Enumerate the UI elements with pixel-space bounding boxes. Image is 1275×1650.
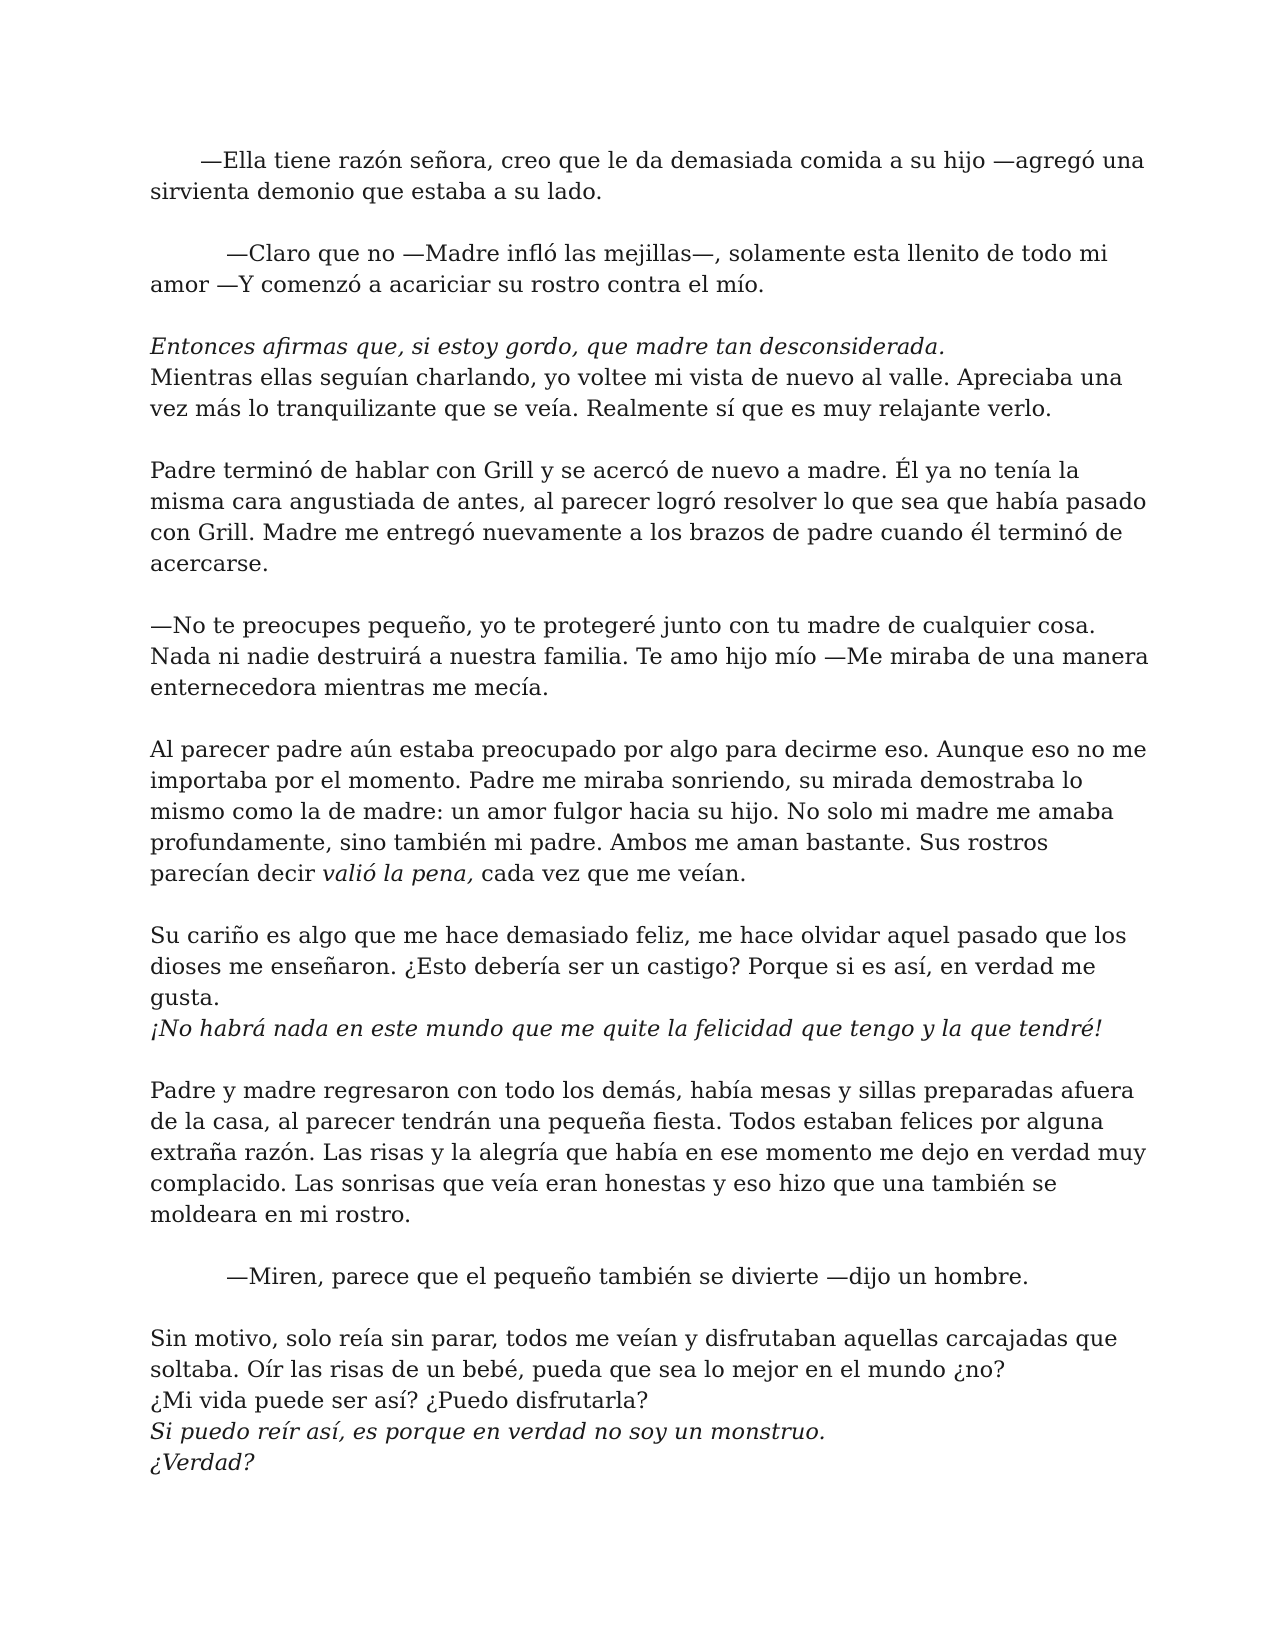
text-line: —No te preocupes pequeño, yo te protegeré junto con tu madre de cualquier cosa. (150, 613, 1096, 639)
italic-thought: Si puedo reír así, es porque en verdad no soy un monstruo. (150, 1419, 826, 1445)
paragraph-valley (150, 332, 1130, 425)
text-line: vez más lo tranquilizante que se veía. Realmente sí que es muy relajante verlo. (150, 396, 1052, 422)
text-line: enternecedora mientras me mecía. (150, 675, 549, 701)
text-line: amor —Y comenzó a acariciar su rostro contra el mío. (150, 272, 765, 298)
text-line: Padre y madre regresaron con todo los demás, había mesas y sillas preparadas afuera (150, 1078, 1135, 1104)
text-line: con Grill. Madre me entregó nuevamente a los brazos de padre cuando él terminó de (150, 520, 1123, 546)
text-line: importaba por el momento. Padre me miraba sonriendo, su mirada demostraba lo (150, 768, 1083, 794)
italic-phrase: valió la pena, (322, 861, 474, 887)
text-line: Nada ni nadie destruirá a nuestra familia. Te amo hijo mío —Me miraba de una manera (150, 644, 1149, 670)
paragraph-dialogue-mother (150, 239, 1130, 301)
text-line: acercarse. (150, 551, 269, 577)
text-line: —Miren, parece que el pequeño también se divierte —dijo un hombre. (226, 1264, 1030, 1290)
text-line: de la casa, al parecer tendrán una pequeña fiesta. Todos estaban felices por alguna (150, 1109, 1104, 1135)
paragraph-dialogue-servant (150, 146, 1145, 208)
paragraph-laughter (150, 1324, 1130, 1479)
text-line: moldeara en mi rostro. (150, 1202, 412, 1228)
text-line: dioses me enseñaron. ¿Esto debería ser un castigo? Porque si es así, en verdad me (150, 954, 1096, 980)
text-line: mismo como la de madre: un amor fulgor hacia su hijo. No solo mi madre me amaba (150, 799, 1114, 825)
paragraph-affection (150, 921, 1130, 1045)
text-line: gusta. (150, 985, 221, 1011)
paragraph-party (150, 1076, 1147, 1231)
text-line: —Claro que no —Madre infló las mejillas—, solamente esta llenito de todo mi (226, 241, 1108, 267)
paragraph-dialogue-father (150, 611, 1149, 704)
text-line: profundamente, sino también mi padre. Ambos me aman bastante. Sus rostros (150, 830, 1049, 856)
paragraph-father-worried (150, 735, 1147, 890)
text-line: soltaba. Oír las risas de un bebé, pueda que sea lo mejor en el mundo ¿no? (150, 1357, 1006, 1383)
text-run: parecían decir (150, 861, 323, 887)
text-line: —Ella tiene razón señora, creo que le da demasiada comida a su hijo —agregó una (200, 148, 1145, 174)
text-line-mixed (150, 859, 1130, 890)
text-line: Padre terminó de hablar con Grill y se acercó de nuevo a madre. Él ya no tenía la (150, 458, 1080, 484)
text-line: sirvienta demonio que estaba a su lado. (150, 179, 603, 205)
text-line: misma cara angustiada de antes, al parecer logró resolver lo que sea que había pasado (150, 489, 1147, 515)
text-line: complacido. Las sonrisas que veía eran honestas y eso hizo que una también se (150, 1171, 1058, 1197)
text-line: Al parecer padre aún estaba preocupado por algo para decirme eso. Aunque eso no me (150, 737, 1147, 763)
text-line: extraña razón. Las risas y la alegría que había en ese momento me dejo en verdad muy (150, 1140, 1147, 1166)
text-run: cada vez que me veían. (473, 861, 747, 887)
italic-thought: Entonces afirmas que, si estoy gordo, que madre tan desconsiderada. (150, 334, 946, 360)
text-line: Su cariño es algo que me hace demasiado feliz, me hace olvidar aquel pasado que los (150, 923, 1127, 949)
italic-thought: ¿Verdad? (150, 1450, 255, 1476)
italic-thought: ¡No habrá nada en este mundo que me quite la felicidad que tengo y la que tendré! (150, 1016, 1104, 1042)
paragraph-dialogue-man (150, 1262, 1130, 1293)
text-line: Mientras ellas seguían charlando, yo voltee mi vista de nuevo al valle. Apreciaba una (150, 365, 1123, 391)
text-line: ¿Mi vida puede ser así? ¿Puedo disfrutarla? (150, 1388, 649, 1414)
paragraph-father-grill (150, 456, 1147, 580)
document-page (150, 146, 1149, 1479)
text-line: Sin motivo, solo reía sin parar, todos me veían y disfrutaban aquellas carcajadas que (150, 1326, 1118, 1352)
